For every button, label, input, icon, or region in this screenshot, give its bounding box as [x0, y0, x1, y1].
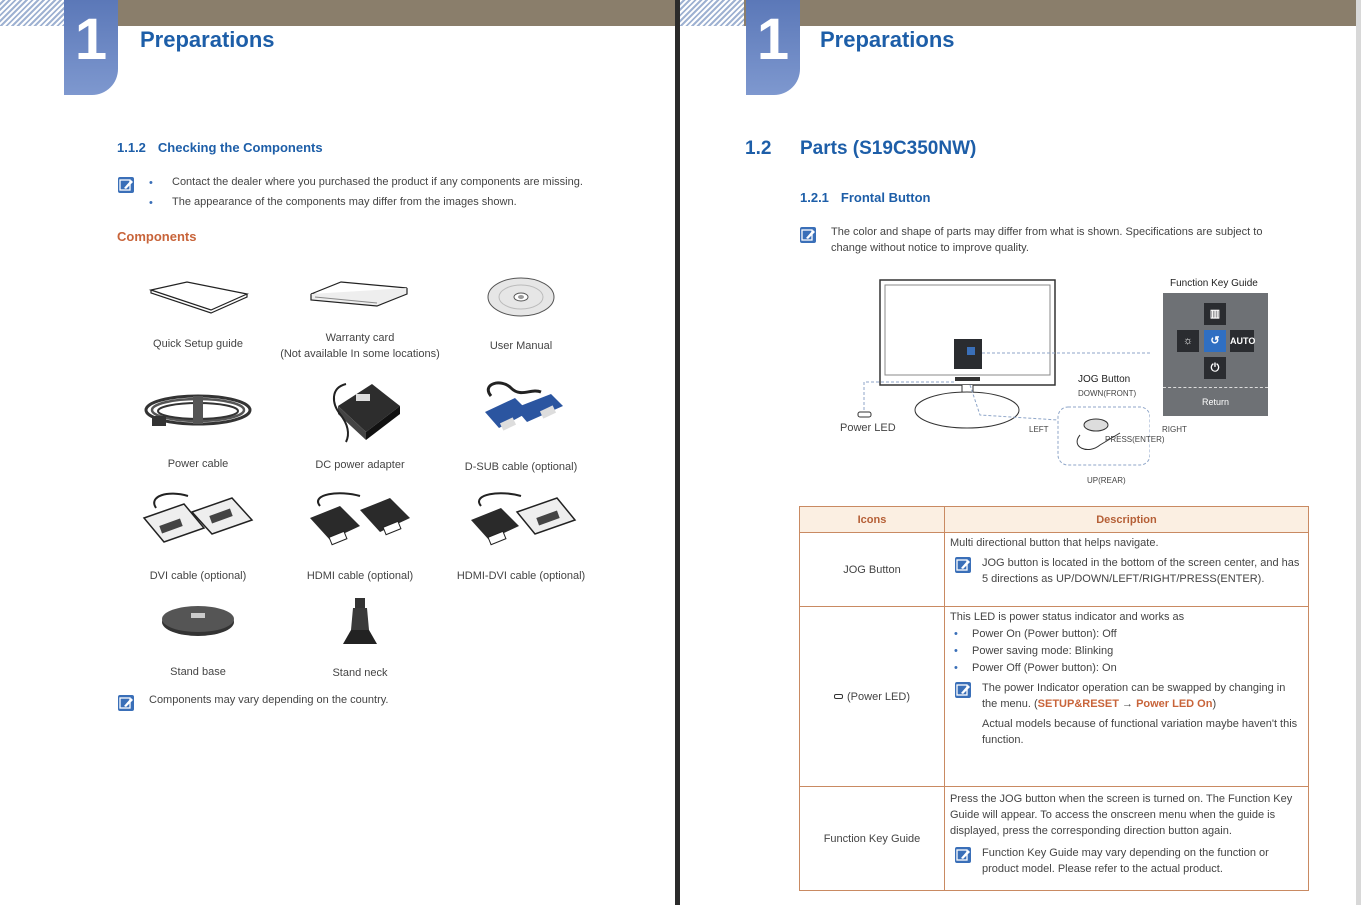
- component-dvi-cable: [118, 490, 278, 584]
- component-label: Power cable: [167, 458, 229, 470]
- jog-left-label: LEFT: [1029, 425, 1049, 434]
- chapter-number-tab: 1: [746, 0, 800, 95]
- power-icon: ⏻: [1204, 357, 1226, 379]
- stand-base-icon: [153, 600, 243, 644]
- component-stand-neck: [280, 594, 440, 681]
- component-stand-base: [118, 600, 278, 680]
- component-power-cable: [118, 382, 278, 472]
- hdmi-dvi-cable-icon: [461, 490, 581, 554]
- function-key-guide-panel: [1163, 293, 1268, 416]
- chapter-title: Preparations: [140, 27, 275, 52]
- component-label: Warranty card: [325, 332, 395, 344]
- hdmi-cable-icon: [300, 490, 420, 554]
- component-label: HDMI cable (optional): [306, 570, 414, 582]
- subsection-title: Frontal Button: [840, 190, 931, 205]
- component-label: User Manual: [489, 340, 553, 352]
- header-description: Description: [945, 507, 1309, 533]
- section-heading: [117, 140, 323, 155]
- component-label: Quick Setup guide: [153, 338, 243, 350]
- components-footer-note: Components may vary depending on the country.: [149, 694, 389, 706]
- note-text: The power Indicator operation can be swapped by changing in the menu. (: [982, 682, 1286, 710]
- header-hatch-pattern: [680, 0, 744, 26]
- return-label: Return: [1201, 397, 1229, 407]
- jog-right-label: RIGHT: [1162, 425, 1187, 434]
- list-item: • Power Off (Power button): On: [950, 662, 1303, 674]
- list-item: • Power On (Power button): Off: [950, 628, 1303, 640]
- warranty-card-icon: [305, 276, 415, 316]
- list-item: • Power saving mode: Blinking: [950, 645, 1303, 657]
- component-hdmi-dvi-cable: [441, 490, 601, 584]
- menu-path-power-led-on: Power LED On: [1136, 698, 1213, 710]
- jog-press-label: PRESS(ENTER): [1105, 435, 1165, 444]
- menu-icon: ▥: [1204, 303, 1226, 325]
- return-icon: ↺: [1204, 330, 1226, 352]
- icon-cell: Function Key Guide: [800, 787, 945, 891]
- row-note-secondary: Actual models because of functional variation maybe haven't this function.: [982, 718, 1298, 746]
- right-page: [680, 0, 1356, 905]
- note-icon: [800, 227, 816, 243]
- component-label: D-SUB cable (optional): [464, 461, 578, 473]
- dsub-cable-icon: [471, 378, 571, 444]
- table-row: [800, 787, 1309, 891]
- note-item-appearance: The appearance of the components may differ from the images shown.: [172, 196, 517, 208]
- row-description: This LED is power status indicator and works as: [950, 611, 1185, 623]
- header-icons: Icons: [800, 507, 945, 533]
- section-number: 1.1.2: [117, 140, 146, 155]
- note-icon: [955, 682, 971, 698]
- note-icon: [955, 847, 971, 863]
- jog-button-label: JOG Button: [1078, 374, 1131, 385]
- chapter-title: Preparations: [820, 27, 955, 52]
- table-row: [800, 607, 1309, 787]
- description-cell: [945, 787, 1309, 891]
- chapter-number-tab: 1: [64, 0, 118, 95]
- icon-cell: [800, 607, 945, 787]
- row-note-text: JOG button is located in the bottom of the screen center, and has 5 directions as UP/DOWN/LEFT/RIGHT/PRESS(ENTER).: [982, 557, 1300, 585]
- jog-down-label: DOWN(FRONT): [1078, 389, 1137, 398]
- jog-up-label: UP(REAR): [1087, 476, 1126, 485]
- row-note: [950, 680, 1303, 748]
- note-item-missing: Contact the dealer where you purchased the product if any components are missing.: [172, 176, 583, 188]
- dc-adapter-icon: [310, 374, 410, 444]
- power-led-icon: [834, 694, 843, 699]
- brightness-icon: ☼: [1177, 330, 1199, 352]
- note-icon: [118, 177, 134, 193]
- stand-neck-icon: [335, 594, 385, 648]
- component-label: Stand base: [170, 666, 226, 678]
- section-title: Parts (S19C350NW): [800, 138, 977, 159]
- component-label: DVI cable (optional): [149, 570, 247, 582]
- component-sublabel: (Not available In some locations): [280, 348, 440, 360]
- components-heading: Components: [117, 229, 197, 244]
- auto-key: AUTO: [1230, 330, 1254, 352]
- component-dc-power-adapter: [280, 374, 440, 473]
- row-note: [950, 555, 1303, 587]
- component-label: DC power adapter: [315, 459, 405, 471]
- function-key-guide-title: Function Key Guide: [1170, 278, 1258, 289]
- component-user-manual: [441, 272, 601, 354]
- icon-cell: JOG Button: [800, 533, 945, 607]
- row-note: [950, 845, 1303, 877]
- menu-path-setup-reset: SETUP&RESET: [1037, 698, 1119, 710]
- subsection-heading: [800, 190, 930, 205]
- header-hatch-pattern: [0, 0, 64, 26]
- description-cell: [945, 607, 1309, 787]
- subsection-number: 1.2.1: [800, 190, 829, 205]
- component-label: HDMI-DVI cable (optional): [456, 570, 586, 582]
- cd-icon: [481, 272, 561, 322]
- note-icon: [118, 695, 134, 711]
- left-page: [0, 0, 675, 905]
- intro-note: The color and shape of parts may differ from what is shown. Specifications are subject to change without notice to improve quality.: [831, 226, 1263, 254]
- row-description: Multi directional button that helps navigate.: [950, 537, 1159, 549]
- component-warranty-card: [280, 276, 440, 362]
- row-note-text: Function Key Guide may vary depending on the function or product model. Please refer to the actual product.: [982, 847, 1269, 875]
- section-number: 1.2: [745, 138, 772, 159]
- bullet: •: [149, 177, 153, 189]
- component-hdmi-cable: [280, 490, 440, 584]
- booklet-icon: [143, 278, 253, 318]
- icons-description-table: [799, 506, 1309, 891]
- section-title: Checking the Components: [157, 140, 323, 155]
- component-label: Stand neck: [332, 667, 388, 679]
- power-led-label: Power LED: [840, 422, 896, 434]
- dvi-cable-icon: [138, 490, 258, 554]
- table-row: [800, 533, 1309, 607]
- component-quick-setup-guide: [118, 278, 278, 352]
- fkg-divider: [1163, 387, 1268, 388]
- description-cell: [945, 533, 1309, 607]
- note-icon: [955, 557, 971, 573]
- page-edge: [1356, 0, 1361, 905]
- component-dsub-cable: [441, 378, 601, 475]
- menu-arrow: →: [1118, 698, 1137, 710]
- icon-label: (Power LED): [847, 690, 910, 703]
- note-text-end: ): [1212, 698, 1217, 710]
- row-description: Press the JOG button when the screen is turned on. The Function Key Guide will appear. To access the onscreen menu when the guide is displayed, press the corresponding direction button again.: [950, 793, 1293, 837]
- power-cable-icon: [138, 382, 258, 442]
- bullet: •: [149, 197, 153, 209]
